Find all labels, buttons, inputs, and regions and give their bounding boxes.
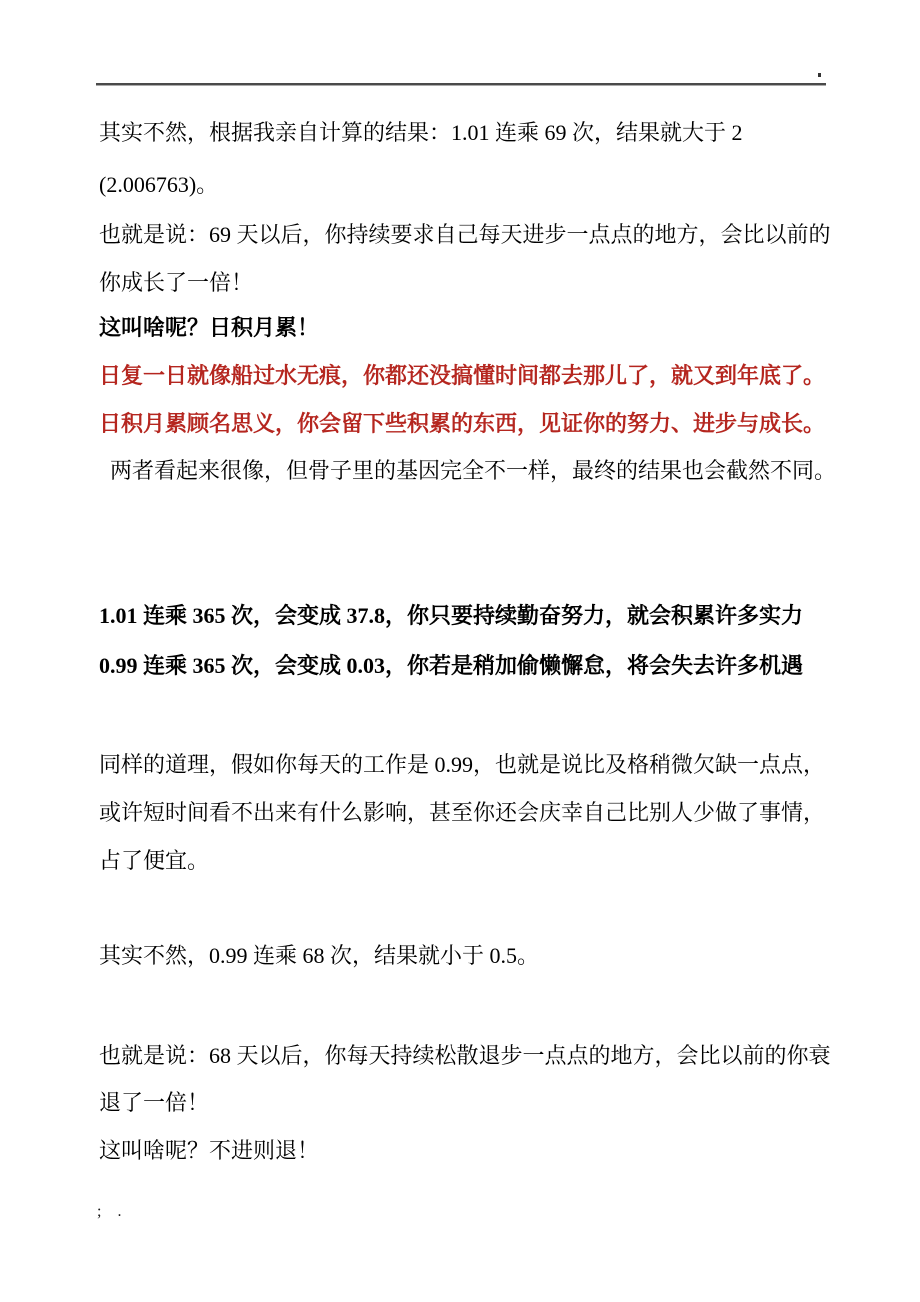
paragraph-line: 这叫啥呢？不进则退！ [99,1138,320,1163]
paragraph-line: 你成长了一倍！ [99,270,254,295]
paragraph-line-red: 日复一日就像船过水无痕，你都还没搞懂时间都去那儿了，就又到年底了。 [99,363,826,388]
paragraph-line-bold: 1.01 连乘 365 次，会变成 37.8，你只要持续勤奋努力，就会积累许多实力 [99,603,804,628]
paragraph-line: 其实不然，根据我亲自计算的结果：1.01 连乘 69 次，结果就大于 2 [99,120,743,145]
header-dot [818,73,821,77]
paragraph-line: 也就是说：69 天以后，你持续要求自己每天进步一点点的地方，会比以前的 [99,222,831,247]
paragraph-line: 退了一倍！ [99,1090,210,1115]
paragraph-line: 同样的道理，假如你每天的工作是 0.99，也就是说比及格稍微欠缺一点点， [99,752,826,777]
paragraph-line-red: 日积月累顾名思义，你会留下些积累的东西，见证你的努力、进步与成长。 [99,411,826,436]
paragraph-line: 其实不然，0.99 连乘 68 次，结果就小于 0.5。 [99,943,540,968]
header-rule [96,83,826,86]
paragraph-line: 占了便宜。 [99,848,210,873]
paragraph-line: 或许短时间看不出来有什么影响，甚至你还会庆幸自己比别人少做了事情， [99,800,826,825]
paragraph-line: 也就是说：68 天以后，你每天持续松散退步一点点的地方，会比以前的你衰 [99,1043,831,1068]
paragraph-line-bold: 0.99 连乘 365 次，会变成 0.03，你若是稍加偷懒懈怠，将会失去许多机遇 [99,653,804,678]
paragraph-line-bold: 这叫啥呢？日积月累！ [99,315,320,340]
footer-mark: ; . [97,1203,128,1220]
paragraph-line: (2.006763)。 [99,172,219,197]
paragraph-line: 两者看起来很像，但骨子里的基因完全不一样，最终的结果也会截然不同。 [110,458,837,483]
